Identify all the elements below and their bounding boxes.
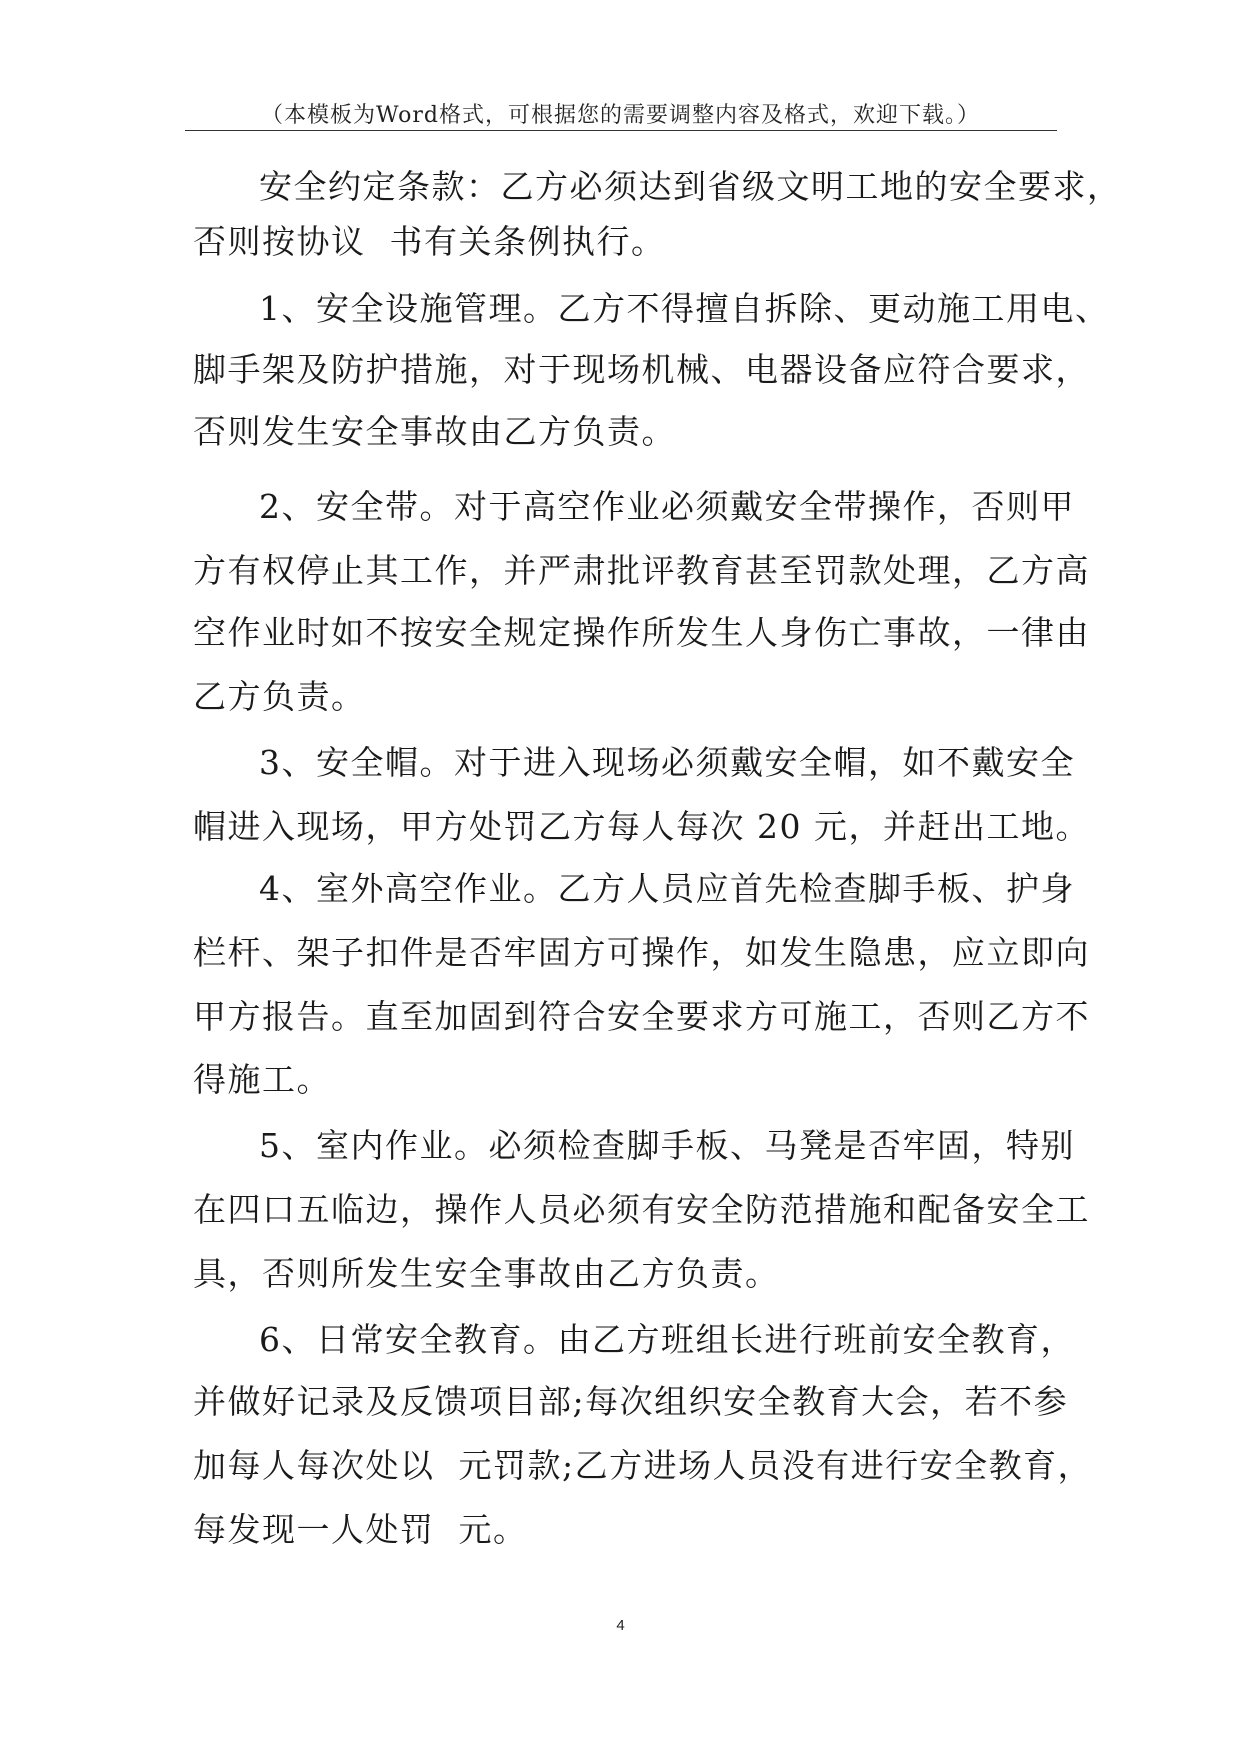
page-number: 4 (616, 1617, 625, 1634)
paragraph-line: 具，否则所发生安全事故由乙方负责。 (193, 1254, 780, 1293)
paragraph-line: 3、安全帽。对于进入现场必须戴安全帽，如不戴安全 (259, 743, 1075, 782)
paragraph-line: 并做好记录及反馈项目部;每次组织安全教育大会，若不参 (193, 1382, 1069, 1421)
paragraph-line: 6、日常安全教育。由乙方班组长进行班前安全教育， (259, 1320, 1075, 1359)
paragraph-line: 每发现一人处罚 元。 (193, 1510, 528, 1549)
paragraph-line: 否则发生安全事故由乙方负责。 (193, 412, 676, 451)
paragraph-line: 4、室外高空作业。乙方人员应首先检查脚手板、护身 (259, 869, 1075, 908)
paragraph-line: 栏杆、架子扣件是否牢固方可操作，如发生隐患，应立即向 (193, 933, 1090, 972)
paragraph-line: 方有权停止其工作，并严肃批评教育甚至罚款处理，乙方高 (193, 551, 1090, 590)
header-divider (185, 130, 1057, 131)
paragraph-line: 乙方负责。 (193, 677, 366, 716)
paragraph-line: 加每人每次处以 元罚款;乙方进场人员没有进行安全教育， (193, 1446, 1093, 1485)
paragraph-line: 1、安全设施管理。乙方不得擅自拆除、更动施工用电、 (259, 289, 1110, 328)
paragraph-line: 脚手架及防护措施，对于现场机械、电器设备应符合要求， (193, 350, 1090, 389)
paragraph-line: 2、安全带。对于高空作业必须戴安全带操作，否则甲 (259, 487, 1075, 526)
paragraph-line: 5、室内作业。必须检查脚手板、马凳是否牢固，特别 (259, 1126, 1075, 1165)
paragraph-line: 帽进入现场，甲方处罚乙方每人每次 20 元，并赶出工地。 (193, 807, 1090, 846)
paragraph-line: 安全约定条款：乙方必须达到省级文明工地的安全要求， (259, 167, 1122, 206)
paragraph-line: 甲方报告。直至加固到符合安全要求方可施工，否则乙方不 (193, 997, 1090, 1036)
paragraph-line: 空作业时如不按安全规定操作所发生人身伤亡事故，一律由 (193, 613, 1090, 652)
template-notice-header: （本模板为Word格式，可根据您的需要调整内容及格式，欢迎下载。） (261, 103, 980, 128)
paragraph-line: 得施工。 (193, 1060, 331, 1099)
paragraph-line: 在四口五临边，操作人员必须有安全防范措施和配备安全工 (193, 1190, 1090, 1229)
paragraph-line: 否则按协议 书有关条例执行。 (193, 222, 666, 261)
